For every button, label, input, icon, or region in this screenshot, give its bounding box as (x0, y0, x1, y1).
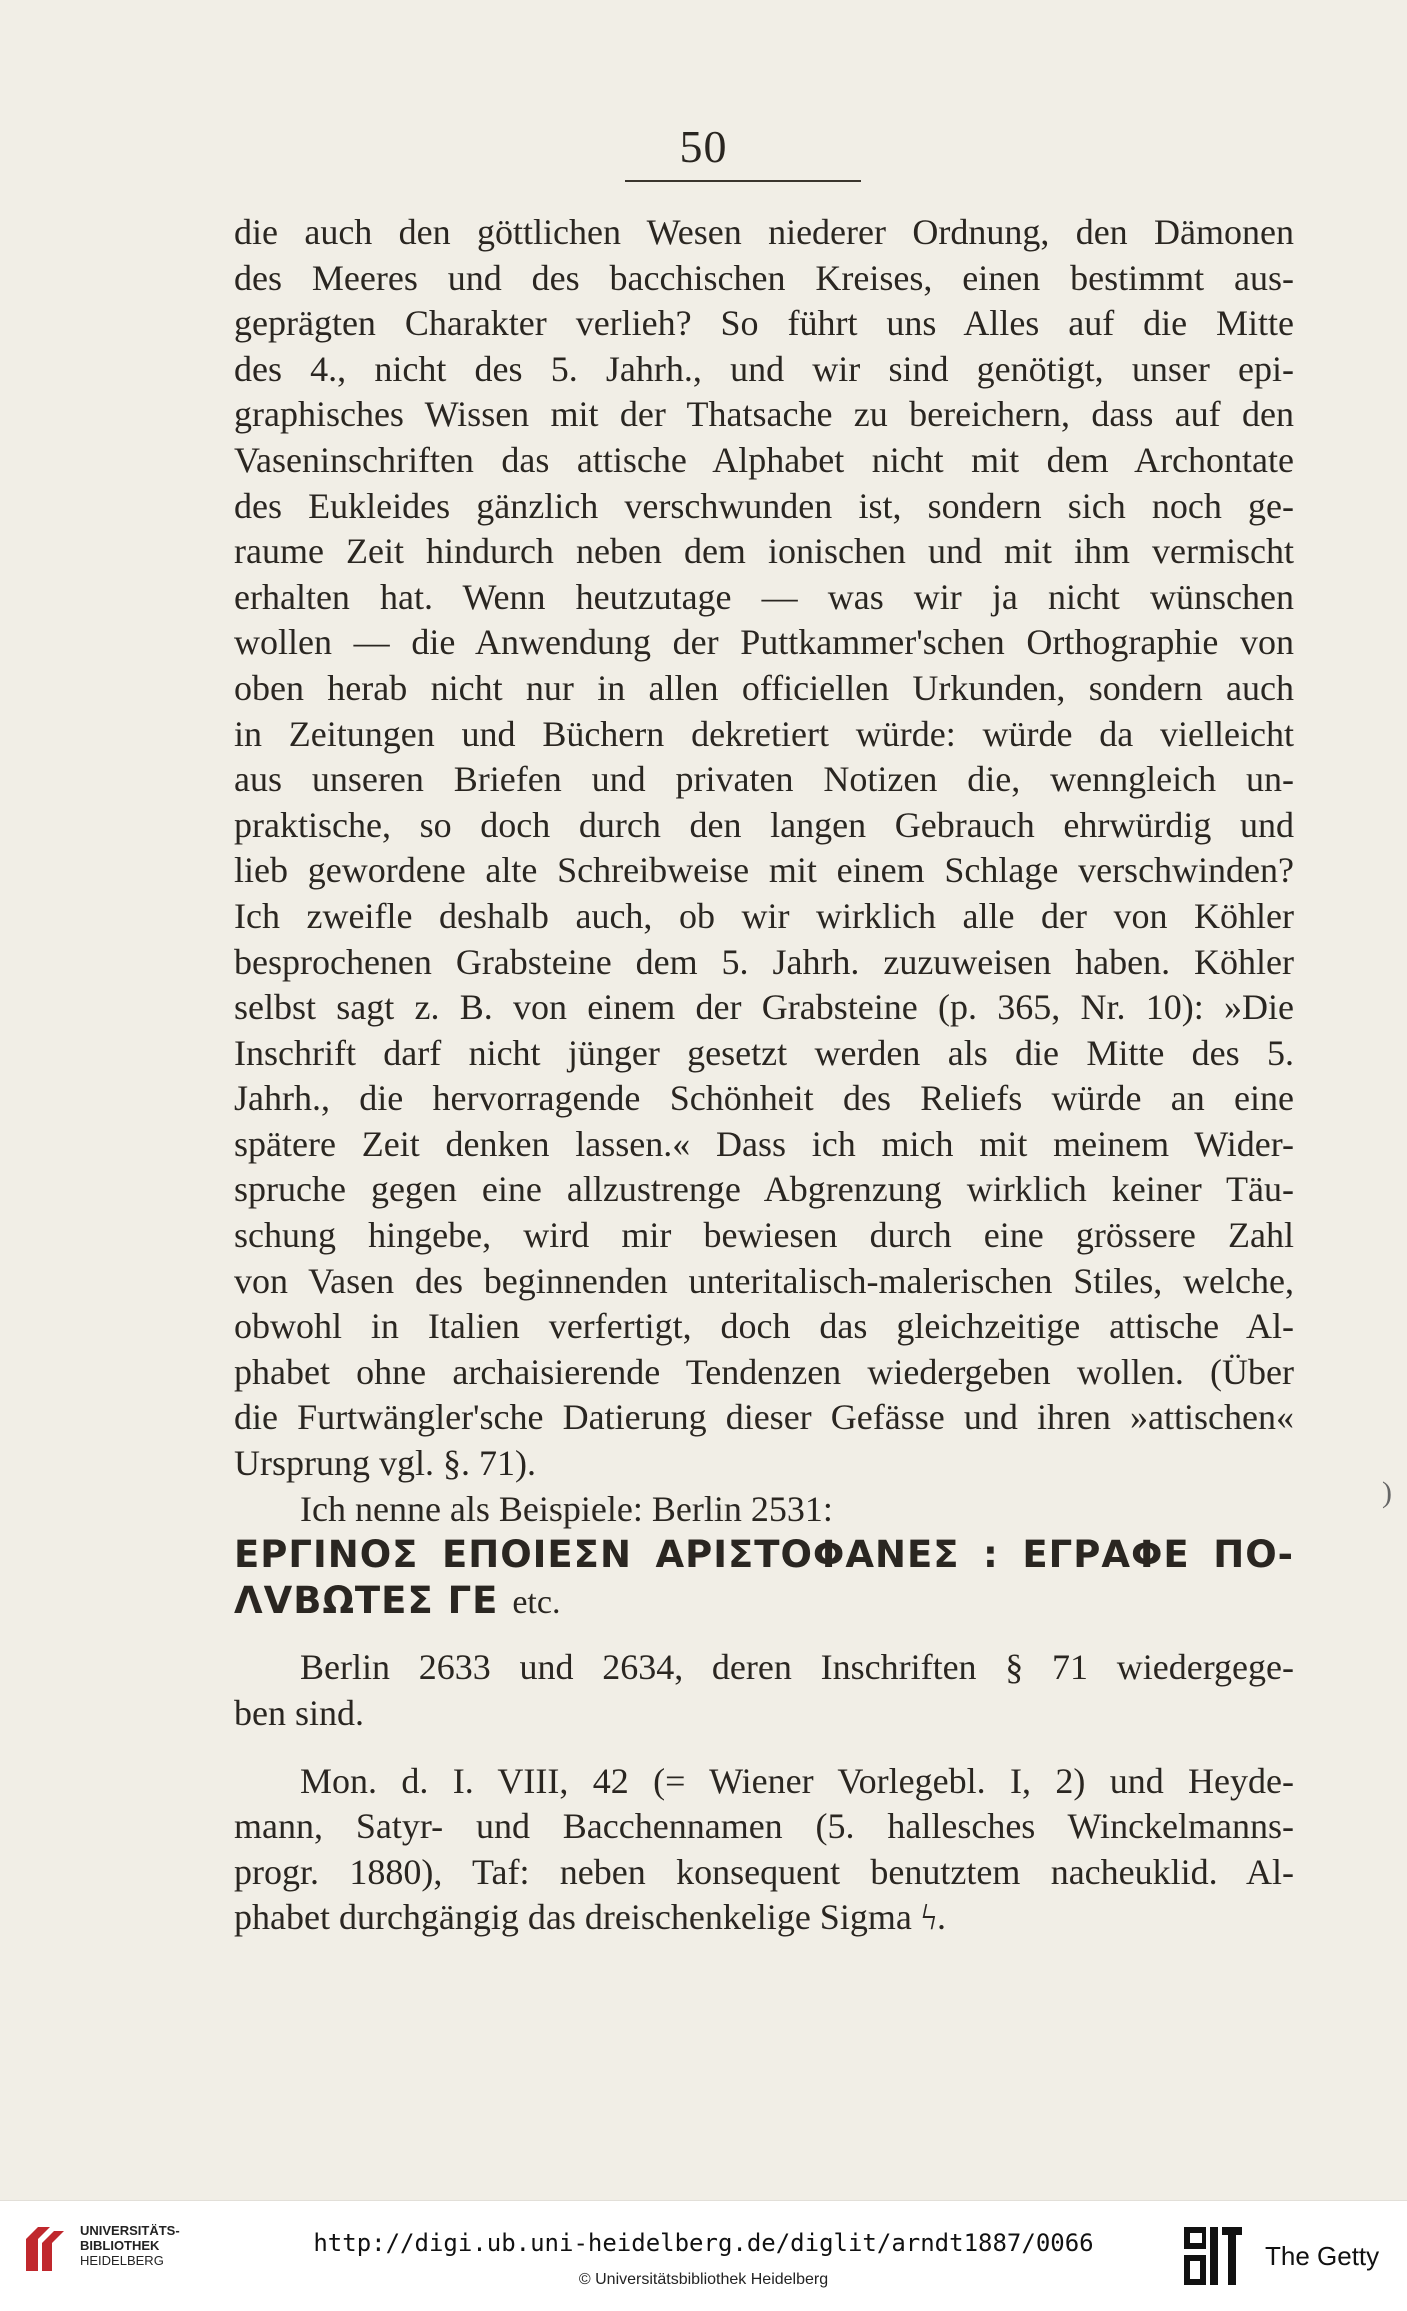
text-line: wollen — die Anwendung der Puttkammer'schen Orthographie von (234, 622, 1294, 663)
page-number-rule (625, 180, 861, 182)
library-name-line: UNIVERSITÄTS- (80, 2223, 180, 2238)
text-line: Mon. d. I. VIII, 42 (= Wiener Vorlegebl. I, 2) und Heyde- (300, 1760, 1294, 1801)
greek-inscription-line: ΕΡΓΙΝΟΣ ΕΠΟΙΕΣΝ ΑΡΙΣΤΟΦΑΝΕΣ : ΕΓΡΑΦΕ ΠΟ- (234, 1533, 1294, 1577)
text-line: Berlin 2633 und 2634, deren Inschriften § 71 wiedergege- (300, 1647, 1294, 1688)
text-line: lieb gewordene alte Schreibweise mit einem Schlage verschwinden? (234, 850, 1294, 891)
getty-name: The Getty (1265, 2241, 1380, 2271)
margin-mark: ) (1382, 1476, 1392, 1509)
text-line: in Zeitungen und Büchern dekretiert würde: würde da vielleicht (234, 713, 1294, 754)
page-number: 50 (679, 121, 728, 172)
text-line: besprochenen Grabsteine dem 5. Jahrh. zuzuweisen haben. Köhler (234, 941, 1294, 982)
text-line: des Eukleides gänzlich verschwunden ist, sondern sich noch ge- (234, 485, 1294, 526)
getty-logo-icon (1180, 2223, 1246, 2289)
text-line: die auch den göttlichen Wesen niederer Ordnung, den Dämonen (234, 212, 1294, 252)
library-name-line: HEIDELBERG (80, 2253, 164, 2268)
text-line: selbst sagt z. B. von einem der Grabsteine (p. 365, Nr. 10): »Die (234, 987, 1294, 1028)
example-intro: Ich nenne als Beispiele: Berlin 2531: (300, 1488, 833, 1529)
text-line: von Vasen des beginnenden unteritalisch-malerischen Stiles, welche, (234, 1260, 1294, 1301)
text-line: progr. 1880), Taf: neben konsequent benutztem nacheuklid. Al- (234, 1851, 1294, 1892)
text-line: ben sind. (234, 1693, 364, 1733)
copyright-notice: © Universitätsbibliothek Heidelberg (578, 2271, 829, 2288)
text-line: obwohl in Italien verfertigt, doch das gleichzeitige attische Al- (234, 1306, 1294, 1347)
text-line: des 4., nicht des 5. Jahrh., und wir sind genötigt, unser epi- (234, 348, 1294, 389)
text-line: geprägten Charakter verlieh? So führt uns Alles auf die Mitte (234, 303, 1294, 344)
library-name-line: BIBLIOTHEK (80, 2238, 160, 2253)
paragraph-gap (234, 1737, 1294, 1759)
text-line: raume Zeit hindurch neben dem ionischen und mit ihm vermischt (234, 531, 1294, 572)
footer-bar (0, 2200, 1407, 2311)
text-line: Inschrift darf nicht jünger gesetzt werden als die Mitte des 5. (234, 1032, 1294, 1073)
text-line: des Meeres und des bacchischen Kreises, einen bestimmt aus- (234, 257, 1294, 298)
text-line: Vaseninschriften das attische Alphabet nicht mit dem Archontate (234, 439, 1294, 480)
greek-inscription-line (234, 1578, 1294, 1624)
text-line: phabet ohne archaisierende Tendenzen wiedergeben wollen. (Über (234, 1351, 1294, 1392)
paragraph-gap (234, 1623, 1294, 1645)
greek-etc: etc. (512, 1583, 561, 1621)
text-line: Ursprung vgl. §. 71). (234, 1443, 536, 1484)
text-line: schung hingebe, wird mir bewiesen durch eine grössere Zahl (234, 1215, 1294, 1256)
text-line: spruche gegen eine allzustrenge Abgrenzung wirklich keiner Täu- (234, 1169, 1294, 1210)
text-line: erhalten hat. Wenn heutzutage — was wir ja nicht wünschen (234, 576, 1294, 617)
text-line: aus unseren Briefen und privaten Notizen die, wenngleich un- (234, 759, 1294, 800)
body-text (234, 210, 1294, 1941)
text-line: phabet durchgängig das dreischenkelige Sigma ϟ. (234, 1897, 947, 1938)
text-line: Jahrh., die hervorragende Schönheit des Reliefs würde an eine (234, 1078, 1294, 1119)
greek-inscription-text: ΛVΒΩΤΕΣ ΓΕ (234, 1578, 499, 1622)
text-line: spätere Zeit denken lassen.« Dass ich mich mit meinem Wider- (234, 1123, 1294, 1164)
text-line: praktische, so doch durch den langen Gebrauch ehrwürdig und (234, 804, 1294, 845)
text-line: graphisches Wissen mit der Thatsache zu bereichern, dass auf den (234, 394, 1294, 435)
text-line: die Furtwängler'sche Datierung dieser Gefässe und ihren »attischen« (234, 1397, 1294, 1438)
permalink[interactable]: http://digi.ub.uni-heidelberg.de/diglit/arndt1887/0066 (313, 2229, 1094, 2257)
text-line: Ich zweifle deshalb auch, ob wir wirklich alle der von Köhler (234, 895, 1294, 936)
text-line: mann, Satyr- und Bacchennamen (5. hallesches Winckelmanns- (234, 1806, 1294, 1847)
text-line: oben herab nicht nur in allen officiellen Urkunden, sondern auch (234, 667, 1294, 708)
